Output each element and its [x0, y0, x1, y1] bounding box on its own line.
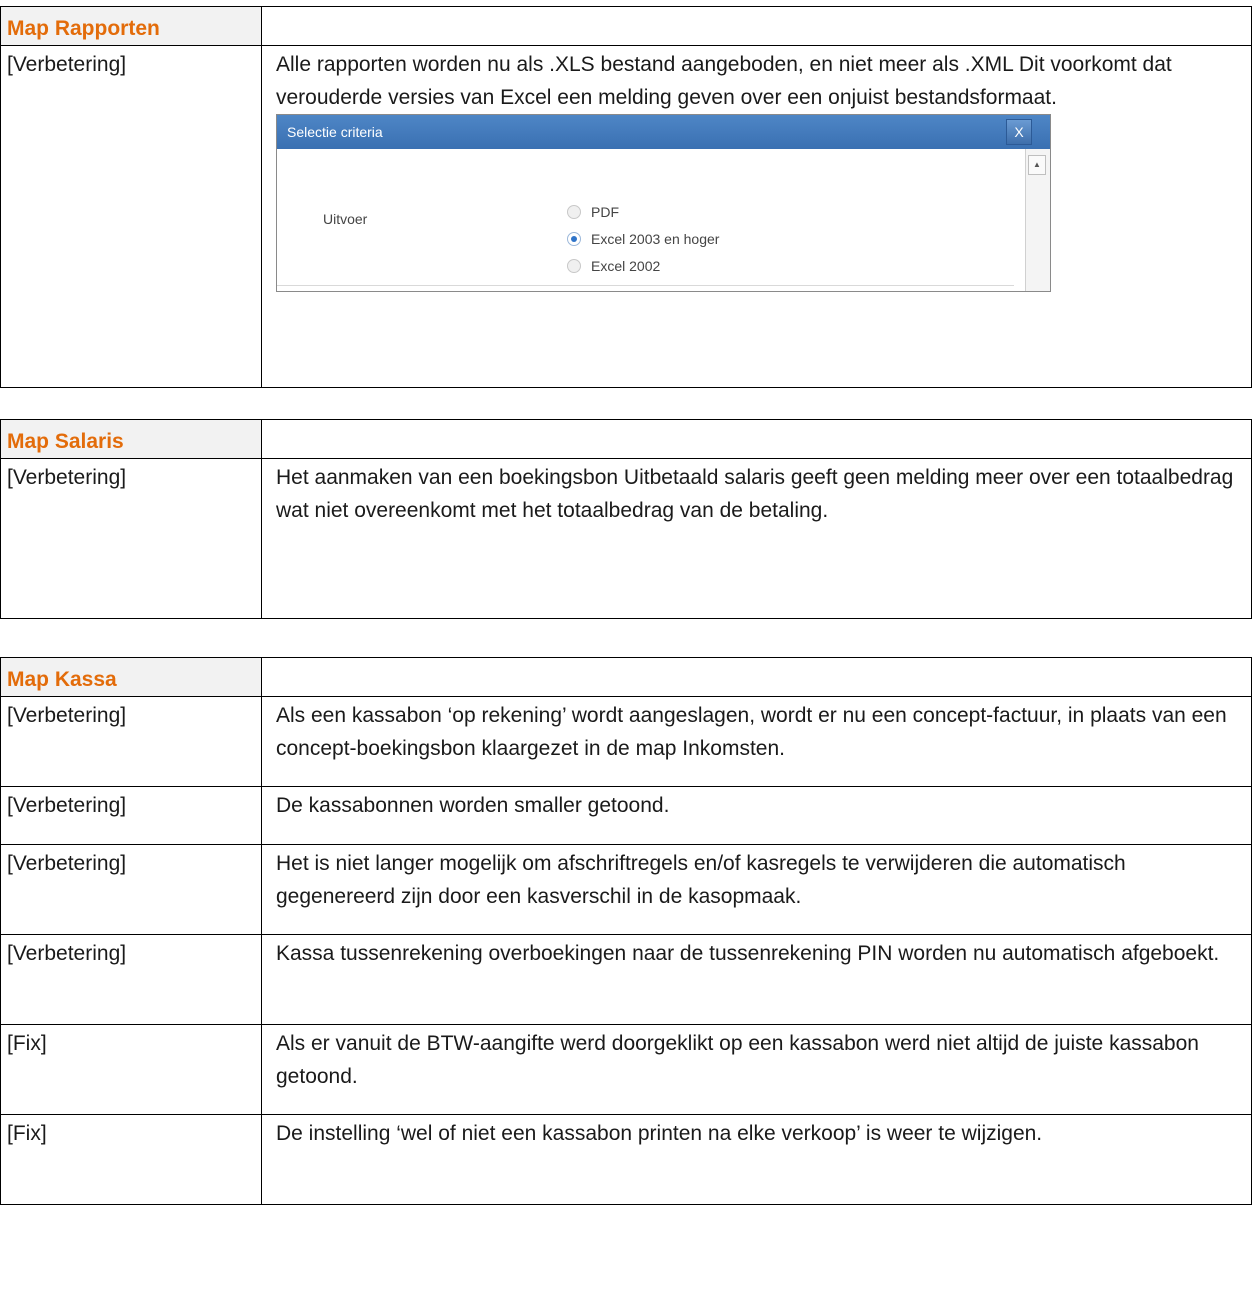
- section-rapporten: [0, 6, 1252, 388]
- change-description: [262, 459, 1252, 619]
- radio-label: Excel 2002: [591, 258, 661, 274]
- change-tag: [Verbetering]: [1, 697, 262, 787]
- change-description: Het is niet langer mogelijk om afschriftregels en/of kasregels te verwijderen die automatisch gegenereerd zijn door een kasverschil in de kasopmaak.: [262, 845, 1252, 935]
- change-tag: [Verbetering]: [1, 46, 262, 388]
- section-heading: Map Kassa: [1, 658, 262, 697]
- dialog-title: Selectie criteria: [287, 124, 383, 140]
- selection-criteria-dialog: [276, 114, 1051, 292]
- change-description: De instelling ‘wel of niet een kassabon printen na elke verkoop’ is weer te wijzigen.: [262, 1115, 1252, 1205]
- radio-unchecked-icon[interactable]: [567, 259, 581, 273]
- radio-option-excel-2003[interactable]: [567, 230, 719, 248]
- radio-checked-icon[interactable]: [567, 232, 581, 246]
- change-tag: [Verbetering]: [1, 787, 262, 845]
- change-description: Als er vanuit de BTW-aangifte werd doorgeklikt op een kassabon werd niet altijd de juiste kassabon getoond.: [262, 1025, 1252, 1115]
- radio-option-pdf[interactable]: [567, 203, 619, 221]
- output-label: Uitvoer: [323, 211, 368, 227]
- section-salaris: [0, 419, 1252, 619]
- change-description: Als een kassabon ‘op rekening’ wordt aangeslagen, wordt er nu een concept-factuur, in plaats van een concept-boekingsbon klaargezet in de map Inkomsten.: [262, 697, 1252, 787]
- close-icon[interactable]: X: [1006, 119, 1032, 145]
- radio-label: PDF: [591, 204, 619, 220]
- section-kassa: [0, 657, 1252, 1205]
- change-tag: [Verbetering]: [1, 935, 262, 1025]
- radio-option-excel-2002[interactable]: [567, 257, 660, 275]
- change-description: De kassabonnen worden smaller getoond.: [262, 787, 1252, 845]
- dialog-title-bar: [277, 115, 1050, 149]
- scroll-up-icon[interactable]: ▲: [1028, 155, 1046, 175]
- change-tag: [Fix]: [1, 1025, 262, 1115]
- change-tag: [Verbetering]: [1, 845, 262, 935]
- radio-unchecked-icon[interactable]: [567, 205, 581, 219]
- change-description: [262, 46, 1252, 388]
- change-text: Het aanmaken van een boekingsbon Uitbetaald salaris geeft geen melding meer over een totaalbedrag wat niet overeenkomt met het totaalbedrag van de betaling.: [276, 466, 1234, 522]
- section-heading: Map Salaris: [1, 420, 262, 459]
- section-heading: Map Rapporten: [1, 7, 262, 46]
- divider: [277, 285, 1014, 286]
- change-tag: [Fix]: [1, 1115, 262, 1205]
- change-text: Alle rapporten worden nu als .XLS bestand aangeboden, en niet meer als .XML Dit voorkomt dat verouderde versies van Excel een melding geven over een onjuist bestandsformaat.: [276, 53, 1172, 109]
- change-tag: [Verbetering]: [1, 459, 262, 619]
- radio-label: Excel 2003 en hoger: [591, 231, 720, 247]
- change-description: Kassa tussenrekening overboekingen naar de tussenrekening PIN worden nu automatisch afgeboekt.: [262, 935, 1252, 1025]
